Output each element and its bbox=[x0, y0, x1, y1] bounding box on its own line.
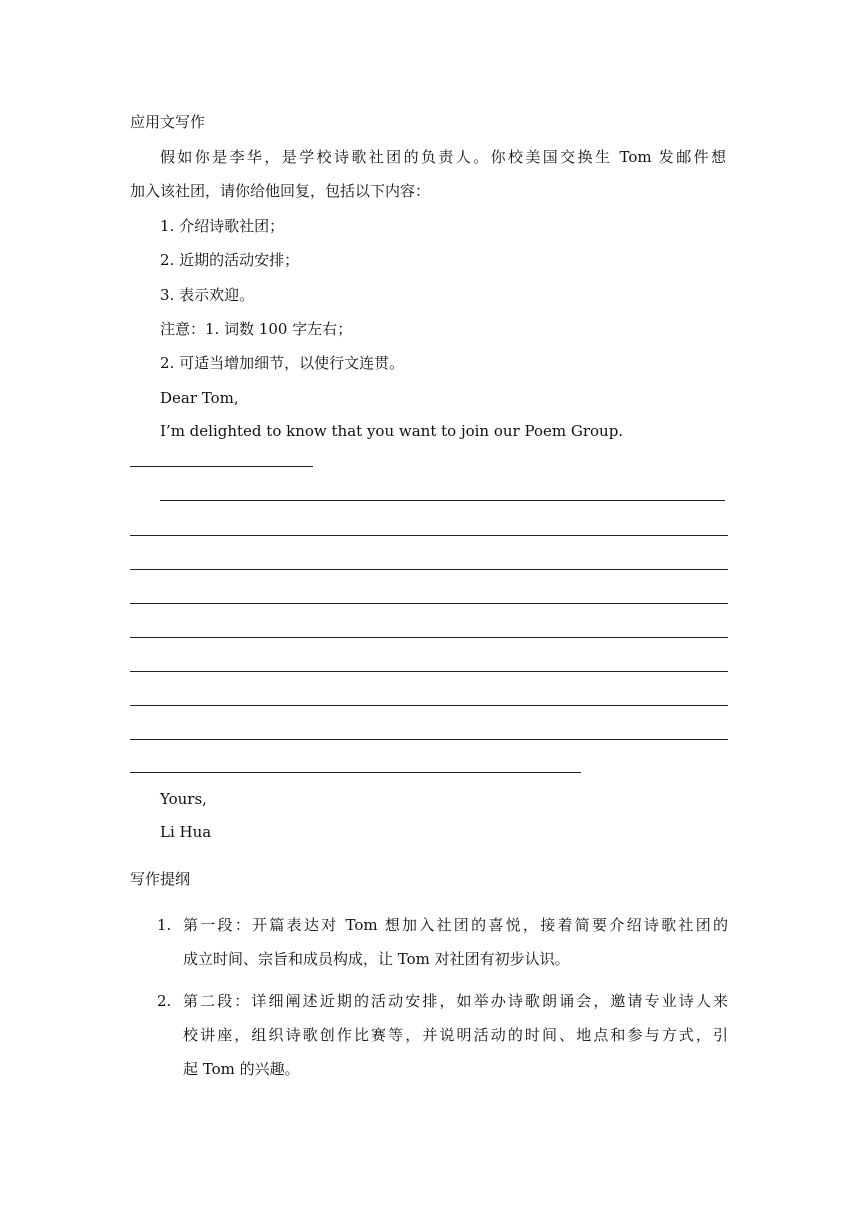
outline-item-1-line-2: 成立时间、宗旨和成员构成，让 Tom 对社团有初步认识。 bbox=[183, 950, 570, 968]
answer-line bbox=[130, 739, 728, 740]
requirement-item-3: 3. 表示欢迎。 bbox=[160, 286, 255, 304]
answer-line bbox=[130, 535, 728, 536]
letter-signature: Li Hua bbox=[160, 823, 212, 841]
requirement-item-2: 2. 近期的活动安排； bbox=[160, 251, 300, 269]
note-word-count: 注意：1. 词数 100 字左右； bbox=[160, 320, 353, 338]
outline-item-1-line-1: 第一段：开篇表达对 Tom 想加入社团的喜悦，接着简要介绍诗歌社团的 bbox=[183, 916, 728, 934]
answer-line bbox=[130, 671, 728, 672]
prompt-line-1: 假如你是李华，是学校诗歌社团的负责人。你校美国交换生 Tom 发邮件想 bbox=[160, 148, 726, 166]
outline-item-2-line-3: 起 Tom 的兴趣。 bbox=[183, 1060, 300, 1078]
section-title: 应用文写作 bbox=[130, 113, 206, 131]
letter-closing: Yours, bbox=[160, 790, 207, 808]
answer-line bbox=[160, 500, 725, 501]
answer-line bbox=[130, 705, 728, 706]
answer-line bbox=[130, 772, 581, 773]
answer-line bbox=[130, 637, 728, 638]
outline-item-number: 1. bbox=[157, 916, 172, 934]
answer-line bbox=[130, 466, 313, 467]
outline-item-number: 2. bbox=[157, 992, 172, 1010]
outline-item-2-line-1: 第二段：详细阐述近期的活动安排，如举办诗歌朗诵会，邀请专业诗人来 bbox=[183, 992, 728, 1010]
answer-line bbox=[130, 569, 728, 570]
note-details: 2. 可适当增加细节，以使行文连贯。 bbox=[160, 354, 405, 372]
requirement-item-1: 1. 介绍诗歌社团； bbox=[160, 217, 285, 235]
letter-salutation: Dear Tom, bbox=[160, 389, 239, 407]
letter-opening-sentence: I’m delighted to know that you want to join our Poem Group. bbox=[160, 422, 624, 440]
outline-item-2-line-2: 校讲座，组织诗歌创作比赛等，并说明活动的时间、地点和参与方式，引 bbox=[183, 1026, 728, 1044]
outline-title: 写作提纲 bbox=[130, 870, 191, 888]
prompt-line-2: 加入该社团，请你给他回复，包括以下内容： bbox=[130, 182, 431, 200]
answer-line bbox=[130, 603, 728, 604]
